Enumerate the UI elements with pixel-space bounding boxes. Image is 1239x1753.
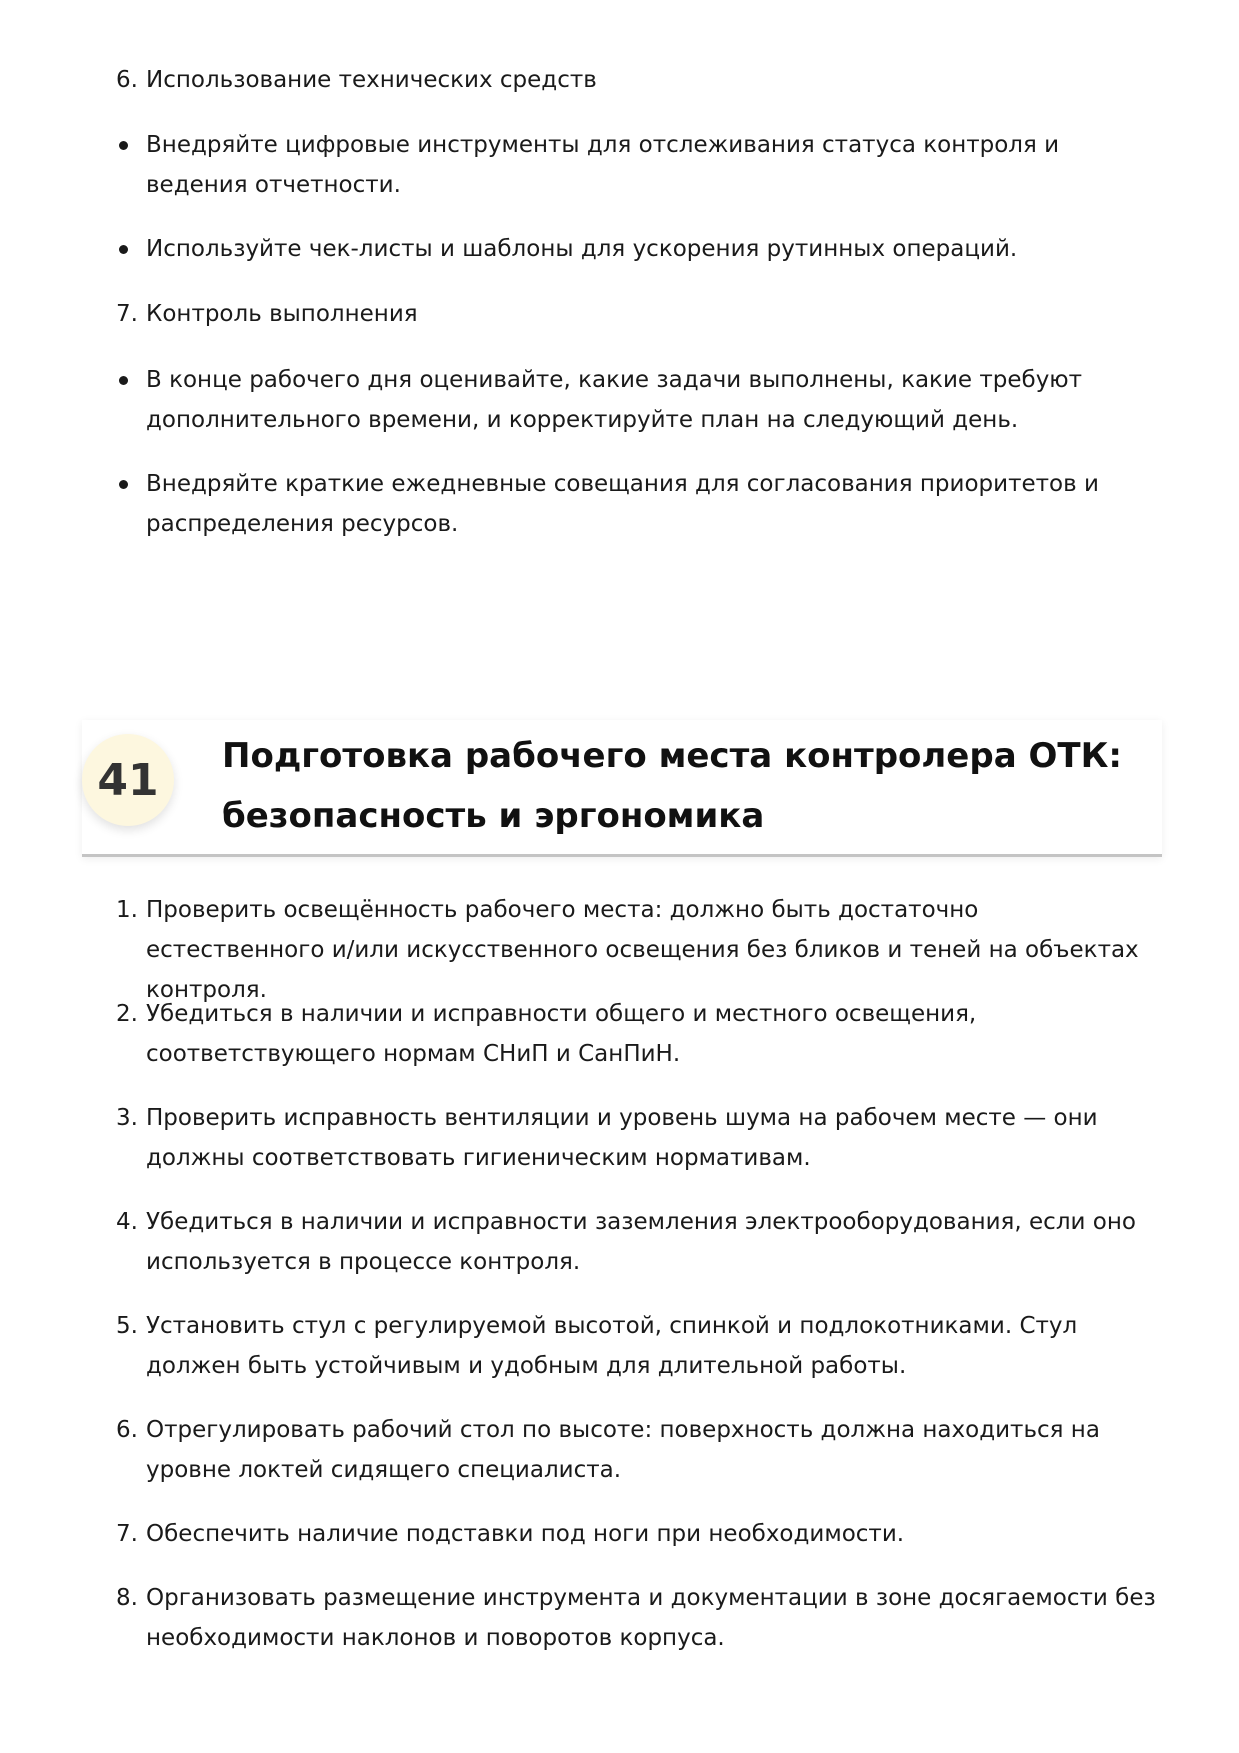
bullet-icon (119, 480, 128, 489)
bullet-item (146, 464, 1156, 544)
step-text: Проверить исправность вентиляции и уровень шума на рабочем месте — они должны соответствовать гигиеническим нормативам. (146, 1105, 1098, 1171)
step-item (116, 1306, 1156, 1386)
step-text: Проверить освещённость рабочего места: должно быть достаточно естественного и/или искусственного освещения без бликов и теней на объектах контроля. (146, 897, 1139, 1003)
bullet-icon (119, 245, 128, 254)
step-number: 1. (116, 897, 138, 923)
step-item (116, 1410, 1156, 1490)
bullet-text: В конце рабочего дня оценивайте, какие задачи выполнены, какие требуют дополнительного времени, и корректируйте план на следующий день. (146, 367, 1083, 433)
step-text: Обеспечить наличие подставки под ноги при необходимости. (146, 1521, 905, 1547)
step-number: 8. (116, 1585, 138, 1611)
step-item (116, 1578, 1156, 1658)
section-header (82, 720, 1162, 857)
step-item (116, 890, 1156, 1010)
step-number: 6. (116, 1417, 138, 1443)
step-number: 3. (116, 1105, 138, 1131)
section-number-badge: 41 (82, 734, 174, 826)
bullet-item (146, 229, 1156, 269)
bullet-text: Внедряйте краткие ежедневные совещания для согласования приоритетов и распределения ресурсов. (146, 471, 1099, 537)
item-number: 7. (116, 301, 138, 327)
step-text: Убедиться в наличии и исправности заземления электрооборудования, если оно используется в процессе контроля. (146, 1209, 1136, 1275)
step-text: Отрегулировать рабочий стол по высоте: поверхность должна находиться на уровне локтей сидящего специалиста. (146, 1417, 1100, 1483)
step-item (116, 1202, 1156, 1282)
step-item (116, 1098, 1156, 1178)
step-item (116, 1514, 1156, 1554)
section-title: Подготовка рабочего места контролера ОТК: безопасность и эргономика (222, 736, 1122, 836)
bullet-text: Внедряйте цифровые инструменты для отслеживания статуса контроля и ведения отчетности. (146, 132, 1060, 198)
step-number: 7. (116, 1521, 138, 1547)
bullet-item (146, 360, 1156, 440)
step-number: 5. (116, 1313, 138, 1339)
item-number: 6. (116, 67, 138, 93)
bullet-item (146, 125, 1156, 205)
bullet-icon (119, 376, 128, 385)
step-number: 4. (116, 1209, 138, 1235)
item-title: Использование технических средств (146, 67, 597, 93)
item-title: Контроль выполнения (146, 301, 418, 327)
bullet-icon (119, 141, 128, 150)
numbered-item-6 (116, 60, 1156, 100)
bullet-text: Используйте чек-листы и шаблоны для ускорения рутинных операций. (146, 236, 1018, 262)
step-text: Убедиться в наличии и исправности общего и местного освещения, соответствующего нормам СНиП и СанПиН. (146, 1001, 977, 1067)
step-number: 2. (116, 1001, 138, 1027)
numbered-item-7 (116, 294, 1156, 334)
step-text: Установить стул с регулируемой высотой, спинкой и подлокотниками. Стул должен быть устойчивым и удобным для длительной работы. (146, 1313, 1078, 1379)
step-text: Организовать размещение инструмента и документации в зоне досягаемости без необходимости наклонов и поворотов корпуса. (146, 1585, 1156, 1651)
step-item (116, 994, 1156, 1074)
